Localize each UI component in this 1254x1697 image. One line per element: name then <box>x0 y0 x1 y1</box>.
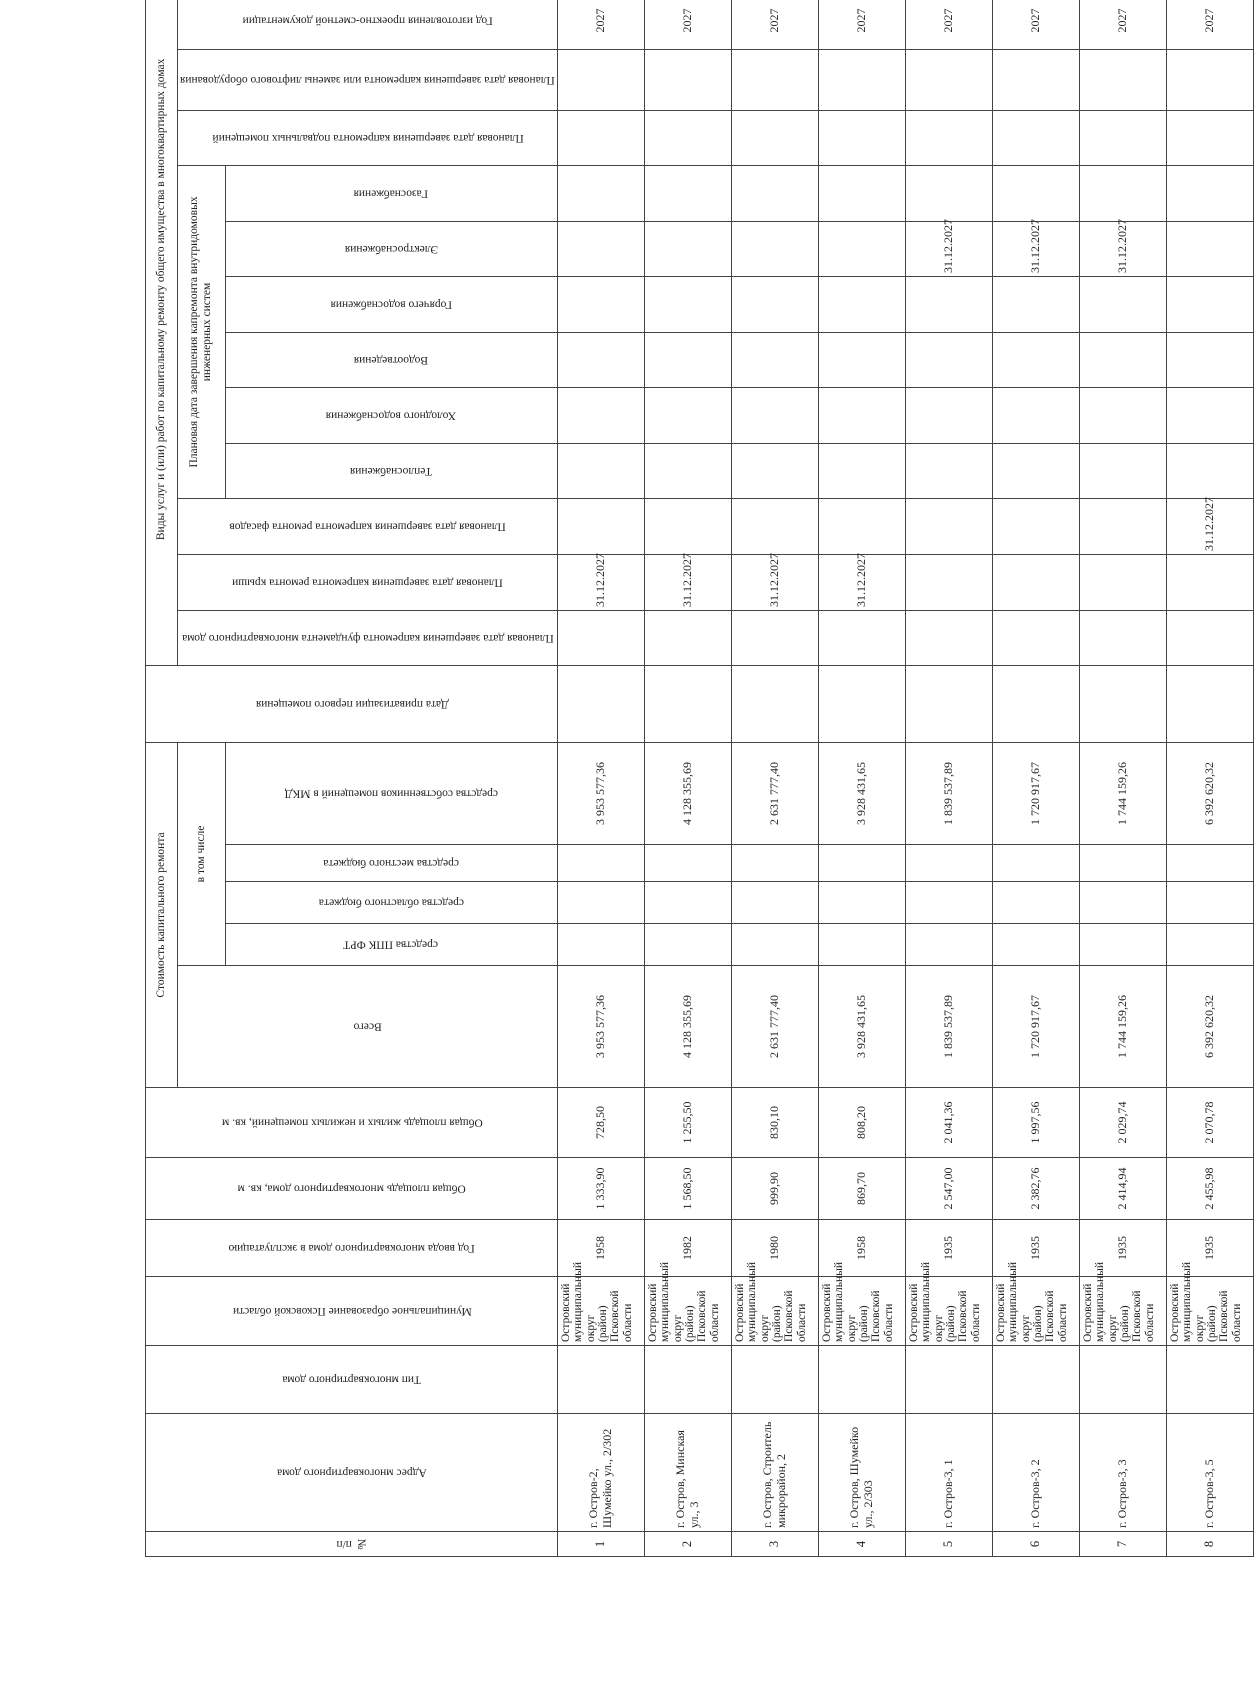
cell-owners: 3 953 577,36 <box>557 742 644 844</box>
cell-local <box>1079 845 1166 882</box>
header-facade: Плановая дата завершения капремонта ремонта фасадов <box>178 498 558 554</box>
cell-cost-total: 3 928 431,65 <box>818 966 905 1088</box>
cell-no: 1 <box>557 1532 644 1557</box>
cell-heating <box>992 443 1079 498</box>
cell-fund <box>557 924 644 966</box>
cell-local <box>557 845 644 882</box>
header-roof: Плановая дата завершения капремонта ремонта крыши <box>178 554 558 610</box>
cell-no: 3 <box>731 1532 818 1557</box>
cell-local <box>1166 845 1253 882</box>
table-row <box>1166 0 1253 1557</box>
cell-total-area: 869,70 <box>818 1158 905 1220</box>
cell-fund <box>731 924 818 966</box>
cell-premises-area: 808,20 <box>818 1088 905 1158</box>
cell-total-area: 2 414,94 <box>1079 1158 1166 1220</box>
cell-fund <box>644 924 731 966</box>
cell-year-built: 1935 <box>905 1220 992 1277</box>
cell-year-built: 1935 <box>1166 1220 1253 1277</box>
cell-total-area: 1 568,50 <box>644 1158 731 1220</box>
cell-roof: 31.12.2027 <box>818 554 905 610</box>
cell-cost-total: 3 953 577,36 <box>557 966 644 1088</box>
cell-year-built: 1935 <box>992 1220 1079 1277</box>
table-row <box>557 0 644 1557</box>
cell-regional <box>1079 882 1166 924</box>
header-total-area: Общая площадь многоквартирного дома, кв. м <box>146 1158 558 1220</box>
cell-owners: 6 392 620,32 <box>1166 742 1253 844</box>
header-hot-water: Горячего водоснабжения <box>225 276 557 332</box>
cell-design-year: 2027 <box>1079 0 1166 49</box>
cell-sewerage <box>1166 332 1253 387</box>
cell-no: 4 <box>818 1532 905 1557</box>
header-heating: Теплоснабжения <box>225 443 557 498</box>
cell-fund <box>1166 924 1253 966</box>
header-local: средства местного бюджета <box>225 845 557 882</box>
cell-roof <box>905 554 992 610</box>
cell-municipality: Островский муниципальный округ (район) Псковской области <box>1166 1277 1253 1346</box>
cell-facade <box>992 498 1079 554</box>
cell-regional <box>818 882 905 924</box>
header-foundation: Плановая дата завершения капремонта фундамента многоквартирного дома <box>178 610 558 665</box>
header-gas: Газоснабжения <box>225 165 557 221</box>
cell-total-area: 1 333,90 <box>557 1158 644 1220</box>
cell-roof: 31.12.2027 <box>557 554 644 610</box>
cell-basement <box>818 110 905 165</box>
cell-sewerage <box>644 332 731 387</box>
cell-gas <box>644 165 731 221</box>
cell-privatization-date <box>992 665 1079 742</box>
cell-hot-water <box>1079 276 1166 332</box>
cell-privatization-date <box>644 665 731 742</box>
header-year-built: Год ввода многоквартирного дома в эксплуатацию <box>146 1220 558 1277</box>
cell-address: г. Остров, Минская ул., 3 <box>644 1414 731 1532</box>
cell-premises-area: 2 041,36 <box>905 1088 992 1158</box>
cell-fund <box>992 924 1079 966</box>
cell-heating <box>557 443 644 498</box>
cell-address: г. Остров-2, Шумейко ул., 2/302 <box>557 1414 644 1532</box>
cell-year-built: 1958 <box>557 1220 644 1277</box>
cell-regional <box>644 882 731 924</box>
cell-basement <box>1079 110 1166 165</box>
cell-hot-water <box>818 276 905 332</box>
cell-gas <box>818 165 905 221</box>
cell-elevator <box>905 49 992 110</box>
header-cold-water: Холодного водоснабжения <box>225 387 557 443</box>
table-row <box>1079 0 1166 1557</box>
cell-facade <box>818 498 905 554</box>
cell-facade <box>644 498 731 554</box>
header-including: в том числе <box>178 742 226 965</box>
cell-basement <box>992 110 1079 165</box>
cell-heating <box>905 443 992 498</box>
cell-design-year: 2027 <box>905 0 992 49</box>
cell-owners: 4 128 355,69 <box>644 742 731 844</box>
cell-gas <box>1166 165 1253 221</box>
cell-no: 6 <box>992 1532 1079 1557</box>
cell-electricity: 31.12.2027 <box>1079 221 1166 276</box>
cell-cost-total: 4 128 355,69 <box>644 966 731 1088</box>
cell-house-type <box>731 1346 818 1414</box>
cell-no: 8 <box>1166 1532 1253 1557</box>
cell-year-built: 1982 <box>644 1220 731 1277</box>
cell-fund <box>1079 924 1166 966</box>
cell-owners: 1 720 917,67 <box>992 742 1079 844</box>
cell-address: г. Остров-3, 2 <box>992 1414 1079 1532</box>
cell-gas <box>557 165 644 221</box>
table-header <box>146 0 558 1557</box>
header-address: Адрес многоквартирного дома <box>146 1414 558 1532</box>
cell-premises-area: 728,50 <box>557 1088 644 1158</box>
cell-cost-total: 2 631 777,40 <box>731 966 818 1088</box>
cell-hot-water <box>905 276 992 332</box>
cell-premises-area: 1 255,50 <box>644 1088 731 1158</box>
table-row <box>905 0 992 1557</box>
cell-roof: 31.12.2027 <box>731 554 818 610</box>
cell-cost-total: 1 720 917,67 <box>992 966 1079 1088</box>
cell-premises-area: 830,10 <box>731 1088 818 1158</box>
cell-municipality: Островский муниципальный округ (район) Псковской области <box>905 1277 992 1346</box>
cell-municipality: Островский муниципальный округ (район) Псковской области <box>731 1277 818 1346</box>
cell-design-year: 2027 <box>644 0 731 49</box>
table-row <box>731 0 818 1557</box>
header-premises-area: Общая площадь жилых и нежилых помещений, кв. м <box>146 1088 558 1158</box>
header-elevator: Плановая дата завершения капремонта или замены лифтового оборудования <box>178 49 558 110</box>
cell-hot-water <box>644 276 731 332</box>
cell-premises-area: 2 029,74 <box>1079 1088 1166 1158</box>
cell-address: г. Остров-3, 5 <box>1166 1414 1253 1532</box>
cell-year-built: 1958 <box>818 1220 905 1277</box>
cell-foundation <box>992 610 1079 665</box>
table-row <box>644 0 731 1557</box>
cell-address: г. Остров, Шумейко ул., 2/303 <box>818 1414 905 1532</box>
cell-sewerage <box>992 332 1079 387</box>
cell-cold-water <box>992 387 1079 443</box>
cell-design-year: 2027 <box>731 0 818 49</box>
table-row <box>992 0 1079 1557</box>
cell-elevator <box>557 49 644 110</box>
cell-gas <box>992 165 1079 221</box>
cell-heating <box>1079 443 1166 498</box>
cell-basement <box>557 110 644 165</box>
cell-sewerage <box>731 332 818 387</box>
cell-facade <box>731 498 818 554</box>
cell-total-area: 2 547,00 <box>905 1158 992 1220</box>
cell-privatization-date <box>905 665 992 742</box>
cell-total-area: 2 455,98 <box>1166 1158 1253 1220</box>
cell-cost-total: 1 839 537,89 <box>905 966 992 1088</box>
cell-roof <box>992 554 1079 610</box>
cell-facade <box>557 498 644 554</box>
header-electricity: Электроснабжения <box>225 221 557 276</box>
cell-owners: 2 631 777,40 <box>731 742 818 844</box>
cell-elevator <box>1079 49 1166 110</box>
cell-house-type <box>1079 1346 1166 1414</box>
header-design-year: Год изготовления проектно-сметной документации <box>178 0 558 49</box>
cell-local <box>905 845 992 882</box>
header-cost-total: Всего <box>178 966 558 1088</box>
cell-local <box>731 845 818 882</box>
header-regional: средства областного бюджета <box>225 882 557 924</box>
cell-cold-water <box>905 387 992 443</box>
cell-municipality: Островский муниципальный округ (район) Псковской области <box>1079 1277 1166 1346</box>
header-sewerage: Водоотведения <box>225 332 557 387</box>
cell-electricity <box>644 221 731 276</box>
cell-foundation <box>818 610 905 665</box>
cell-design-year: 2027 <box>557 0 644 49</box>
cell-foundation <box>731 610 818 665</box>
cell-house-type <box>992 1346 1079 1414</box>
cell-basement <box>905 110 992 165</box>
cell-foundation <box>644 610 731 665</box>
cell-hot-water <box>557 276 644 332</box>
cell-cold-water <box>1079 387 1166 443</box>
cell-regional <box>905 882 992 924</box>
cell-municipality: Островский муниципальный округ (район) Псковской области <box>992 1277 1079 1346</box>
cell-cold-water <box>818 387 905 443</box>
cell-basement <box>1166 110 1253 165</box>
cell-cost-total: 1 744 159,26 <box>1079 966 1166 1088</box>
cell-heating <box>818 443 905 498</box>
cell-elevator <box>818 49 905 110</box>
cell-premises-area: 1 997,56 <box>992 1088 1079 1158</box>
header-works-group: Виды услуг и (или) работ по капитальному ремонту общего имущества в многоквартирных домах <box>146 0 178 665</box>
cell-municipality: Островский муниципальный округ (район) Псковской области <box>557 1277 644 1346</box>
header-house-type: Тип многоквартирного дома <box>146 1346 558 1414</box>
cell-foundation <box>1166 610 1253 665</box>
cell-hot-water <box>1166 276 1253 332</box>
cell-local <box>644 845 731 882</box>
cell-cold-water <box>1166 387 1253 443</box>
cell-fund <box>818 924 905 966</box>
cell-design-year: 2027 <box>818 0 905 49</box>
cell-fund <box>905 924 992 966</box>
cell-owners: 1 839 537,89 <box>905 742 992 844</box>
cell-gas <box>1079 165 1166 221</box>
cell-house-type <box>644 1346 731 1414</box>
cell-house-type <box>1166 1346 1253 1414</box>
cell-hot-water <box>992 276 1079 332</box>
cell-house-type <box>818 1346 905 1414</box>
header-basement: Плановая дата завершения капремонта подвальных помещений <box>178 110 558 165</box>
cell-design-year: 2027 <box>1166 0 1253 49</box>
cell-house-type <box>905 1346 992 1414</box>
cell-address: г. Остров, Строитель микрорайон, 2 <box>731 1414 818 1532</box>
cell-foundation <box>557 610 644 665</box>
cell-cost-total: 6 392 620,32 <box>1166 966 1253 1088</box>
cell-owners: 1 744 159,26 <box>1079 742 1166 844</box>
cell-regional <box>1166 882 1253 924</box>
cell-regional <box>557 882 644 924</box>
cell-total-area: 999,90 <box>731 1158 818 1220</box>
cell-year-built: 1935 <box>1079 1220 1166 1277</box>
cell-heating <box>644 443 731 498</box>
header-fund: средства ППК ФРТ <box>225 924 557 966</box>
header-cost-group: Стоимость капитального ремонта <box>146 742 178 1087</box>
cell-hot-water <box>731 276 818 332</box>
cell-electricity <box>557 221 644 276</box>
cell-municipality: Островский муниципальный округ (район) Псковской области <box>818 1277 905 1346</box>
cell-heating <box>1166 443 1253 498</box>
cell-gas <box>731 165 818 221</box>
cell-facade <box>905 498 992 554</box>
cell-privatization-date <box>818 665 905 742</box>
cell-no: 2 <box>644 1532 731 1557</box>
cell-foundation <box>1079 610 1166 665</box>
cell-address: г. Остров-3, 1 <box>905 1414 992 1532</box>
cell-privatization-date <box>1079 665 1166 742</box>
cell-roof <box>1079 554 1166 610</box>
cell-privatization-date <box>557 665 644 742</box>
header-owners: средства собственников помещений в МКД <box>225 742 557 844</box>
cell-privatization-date <box>1166 665 1253 742</box>
cell-cold-water <box>731 387 818 443</box>
header-municipality: Муниципальное образование Псковской области <box>146 1277 558 1346</box>
cell-total-area: 2 382,76 <box>992 1158 1079 1220</box>
cell-electricity: 31.12.2027 <box>905 221 992 276</box>
cell-electricity <box>818 221 905 276</box>
cell-electricity <box>1166 221 1253 276</box>
cell-municipality: Островский муниципальный округ (район) Псковской области <box>644 1277 731 1346</box>
cell-no: 7 <box>1079 1532 1166 1557</box>
cell-elevator <box>992 49 1079 110</box>
cell-roof: 31.12.2027 <box>644 554 731 610</box>
table-row <box>818 0 905 1557</box>
cell-cold-water <box>644 387 731 443</box>
cell-elevator <box>1166 49 1253 110</box>
cell-sewerage <box>818 332 905 387</box>
cell-cold-water <box>557 387 644 443</box>
cell-elevator <box>731 49 818 110</box>
cell-foundation <box>905 610 992 665</box>
cell-heating <box>731 443 818 498</box>
header-privatization-date: Дата приватизации первого помещения <box>146 665 558 742</box>
cell-electricity <box>731 221 818 276</box>
cell-electricity: 31.12.2027 <box>992 221 1079 276</box>
cell-basement <box>731 110 818 165</box>
cell-facade: 31.12.2027 <box>1166 498 1253 554</box>
cell-gas <box>905 165 992 221</box>
cell-roof <box>1166 554 1253 610</box>
cell-privatization-date <box>731 665 818 742</box>
capital-repair-register-table <box>145 0 1254 1557</box>
header-systems-group: Плановая дата завершения капремонта внутридомовых инженерных систем <box>178 165 226 498</box>
cell-basement <box>644 110 731 165</box>
cell-elevator <box>644 49 731 110</box>
cell-owners: 3 928 431,65 <box>818 742 905 844</box>
header-no: № п/п <box>146 1532 558 1557</box>
table-body <box>557 0 1253 1557</box>
cell-sewerage <box>905 332 992 387</box>
cell-facade <box>1079 498 1166 554</box>
cell-regional <box>992 882 1079 924</box>
cell-regional <box>731 882 818 924</box>
cell-design-year: 2027 <box>992 0 1079 49</box>
cell-local <box>818 845 905 882</box>
cell-local <box>992 845 1079 882</box>
cell-sewerage <box>557 332 644 387</box>
cell-year-built: 1980 <box>731 1220 818 1277</box>
cell-house-type <box>557 1346 644 1414</box>
cell-address: г. Остров-3, 3 <box>1079 1414 1166 1532</box>
cell-no: 5 <box>905 1532 992 1557</box>
cell-premises-area: 2 070,78 <box>1166 1088 1253 1158</box>
cell-sewerage <box>1079 332 1166 387</box>
